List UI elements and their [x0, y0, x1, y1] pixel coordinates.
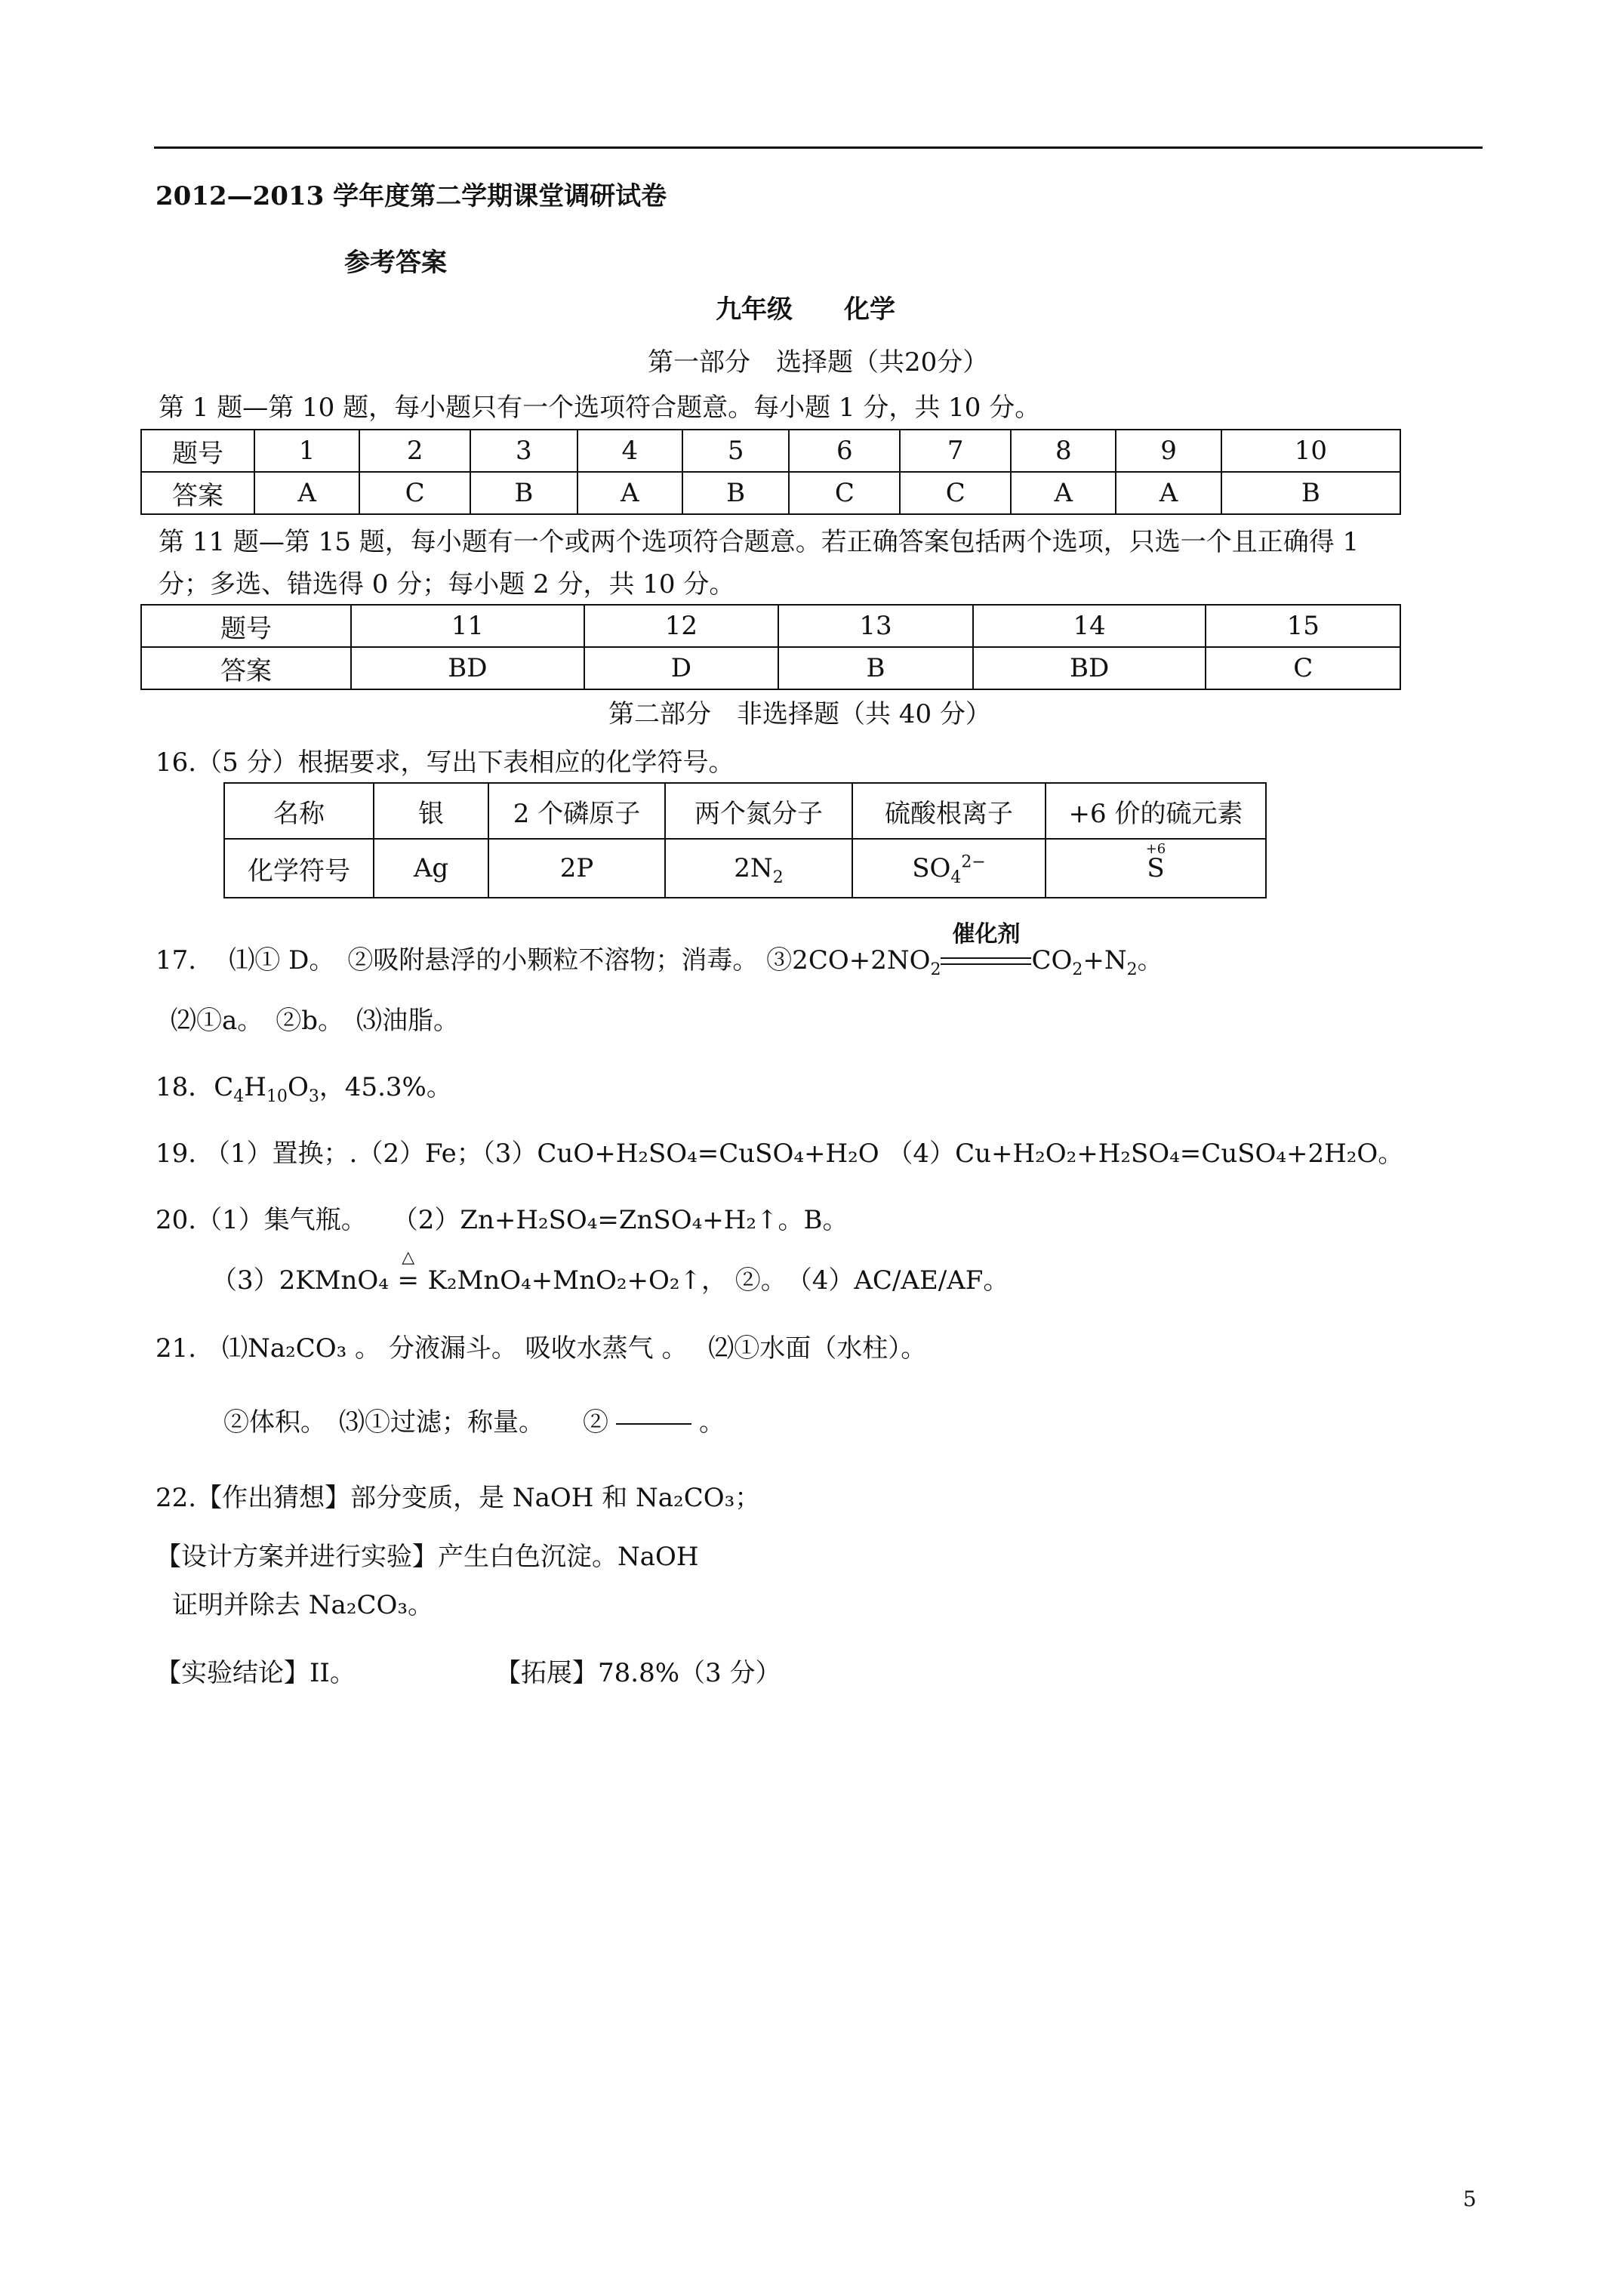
answer-cell: A	[577, 472, 682, 514]
q21-line2-b: 。	[699, 1407, 725, 1438]
exam-title: 2012—2013 学年度第二学期课堂调研试卷	[156, 181, 667, 211]
q17-number: 17.	[156, 945, 197, 975]
formula-text: 18．C	[156, 1072, 234, 1102]
q17-products-b: +N	[1083, 945, 1127, 975]
question-number: 5	[682, 430, 790, 472]
answer-table-1	[140, 429, 1401, 515]
delta-mark: △	[402, 1248, 415, 1267]
table-row	[141, 605, 1400, 647]
answer-cell: B	[682, 472, 790, 514]
catalyst-label: 催化剂	[952, 921, 1021, 948]
q21-line2-a: ②体积。 ⑶①过滤；称量。 ②	[223, 1407, 608, 1438]
q21-line1: 21. ⑴Na₂CO₃ 。 分液漏斗。 吸收水蒸气 。 ⑵①水面（水柱）。	[156, 1333, 927, 1364]
table-row	[141, 647, 1400, 689]
answer-cell: A	[1116, 472, 1221, 514]
answer-table-2	[140, 604, 1401, 690]
formula-text: O	[287, 1072, 309, 1102]
answer-cell: B	[470, 472, 577, 514]
answer-cell: C	[789, 472, 900, 514]
formula-text: ，45.3%。	[319, 1072, 452, 1102]
grade-subject: 九年级 化学	[716, 294, 895, 325]
table-header: 两个氮分子	[665, 783, 852, 839]
q17-line1	[156, 921, 1163, 979]
question-number: 2	[359, 430, 470, 472]
question-number: 15	[1206, 605, 1400, 647]
answer-cell: D	[584, 647, 779, 689]
answer-cell: B	[778, 647, 973, 689]
question-number-text: 7	[947, 436, 964, 466]
header-rule	[154, 146, 1483, 149]
catalyst-arrow	[941, 921, 1031, 977]
equals-mark: =	[397, 1265, 419, 1296]
part1-heading: 第一部分 选择题（共20分）	[648, 347, 989, 378]
q20-line2-a: （3）2KMnO₄	[211, 1265, 389, 1296]
q20-line2	[211, 1248, 1009, 1297]
q22-conclusion: 【实验结论】II。	[156, 1658, 356, 1688]
answer-cell	[665, 839, 852, 898]
q18-answer	[156, 1071, 452, 1104]
answer-cell: BD	[973, 647, 1206, 689]
answer-cell: A	[1011, 472, 1116, 514]
page-number: 5	[1463, 2187, 1477, 2211]
q21-line2	[223, 1406, 725, 1439]
answer-cell	[1046, 839, 1266, 898]
formula-subscript: 2	[772, 868, 784, 887]
question-number: 6	[789, 430, 900, 472]
formula-text: S	[1147, 853, 1165, 883]
table-row	[224, 783, 1266, 839]
answer-cell: C	[359, 472, 470, 514]
part2-heading: 第二部分 非选择题（共 40 分）	[608, 699, 991, 729]
part1-instruction-1: 第 1 题—第 10 题，每小题只有一个选项符合题意。每小题 1 分，共 10 分。	[159, 393, 1041, 423]
formula-subscript: 2	[930, 960, 941, 979]
question-number: 3	[470, 430, 577, 472]
answer-cell: B	[1221, 472, 1400, 514]
question-number: 13	[778, 605, 973, 647]
q19-answer: 19. （1）置换；.（2）Fe；（3）CuO+H₂SO₄=CuSO₄+H₂O （4）Cu+H₂O₂+H₂SO₄=CuSO₄+2H₂O。	[156, 1139, 1404, 1169]
formula-text: 2N	[734, 853, 773, 883]
answer-cell: BD	[351, 647, 584, 689]
answer-cell: C	[900, 472, 1011, 514]
q16-prompt: 16.（5 分）根据要求，写出下表相应的化学符号。	[156, 747, 735, 778]
formula-subscript: 3	[308, 1086, 319, 1106]
table-header: 银	[374, 783, 488, 839]
table-row	[141, 472, 1400, 514]
formula-text: SO	[912, 853, 951, 883]
q17-products: CO	[1031, 945, 1073, 975]
formula-subscript: 2	[1072, 960, 1083, 979]
table-row	[224, 839, 1266, 898]
answer-key-label: 参考答案	[344, 248, 447, 278]
q20-line1: 20.（1）集气瓶。 （2）Zn+H₂SO₄=ZnSO₄+H₂↑。B。	[156, 1205, 848, 1235]
question-number: 4	[577, 430, 682, 472]
row-label: 答案	[141, 647, 351, 689]
question-number: 12	[584, 605, 779, 647]
q22-line3: 证明并除去 Na₂CO₃。	[172, 1590, 433, 1620]
question-number: 8	[1011, 430, 1116, 472]
q17-line2: ⑵①a。 ②b。 ⑶油脂。	[171, 1006, 460, 1036]
answer-cell: 2P	[488, 839, 665, 898]
table-header: 2 个磷原子	[488, 783, 665, 839]
question-number: 9	[1116, 430, 1221, 472]
q17-answer-text: ⑴① D。 ②吸附悬浮的小颗粒不溶物；消毒。 ③2CO+2NO	[229, 945, 931, 975]
answer-cell	[852, 839, 1046, 898]
formula-superscript: 2−	[961, 852, 986, 872]
table-row	[141, 430, 1400, 472]
question-number: 14	[973, 605, 1206, 647]
q22-line2: 【设计方案并进行实验】产生白色沉淀。NaOH	[156, 1542, 699, 1572]
q22-line1: 22.【作出猜想】部分变质，是 NaOH 和 Na₂CO₃；	[156, 1483, 761, 1513]
q16-table	[223, 782, 1267, 898]
part1-instruction-2b: 分；多选、错选得 0 分；每小题 2 分，共 10 分。	[159, 569, 735, 599]
answer-cell: C	[1206, 647, 1400, 689]
q20-line2-b: K₂MnO₄+MnO₂+O₂↑， ②。 （4）AC/AE/AF。	[427, 1265, 1009, 1296]
heat-equals-sign	[397, 1248, 420, 1297]
formula-subscript: 10	[266, 1086, 288, 1106]
formula-subscript: 4	[233, 1086, 245, 1106]
question-number	[900, 430, 1011, 472]
row-label: 化学符号	[224, 839, 374, 898]
question-number: 1	[254, 430, 359, 472]
row-label: 答案	[141, 472, 254, 514]
valence-mark: +6	[1145, 841, 1166, 857]
table-header: 硫酸根离子	[852, 783, 1046, 839]
table-header: 名称	[224, 783, 374, 839]
answer-cell: A	[254, 472, 359, 514]
formula-text: H	[244, 1072, 266, 1102]
q22-extension: 【拓展】78.8%（3 分）	[495, 1658, 781, 1688]
question-number: 10	[1221, 430, 1400, 472]
question-number: 11	[351, 605, 584, 647]
formula-subscript: 2	[1126, 960, 1138, 979]
row-label: 题号	[141, 605, 351, 647]
part1-instruction-2a: 第 11 题—第 15 题，每小题有一个或两个选项符合题意。若正确答案包括两个选项，只选一个且正确得 1	[159, 527, 1360, 557]
row-label: 题号	[141, 430, 254, 472]
table-header: +6 价的硫元素	[1046, 783, 1266, 839]
q17-end: 。	[1137, 945, 1163, 975]
formula-subscript: 4	[950, 868, 962, 887]
answer-cell: Ag	[374, 839, 488, 898]
dash-blank	[616, 1423, 691, 1425]
